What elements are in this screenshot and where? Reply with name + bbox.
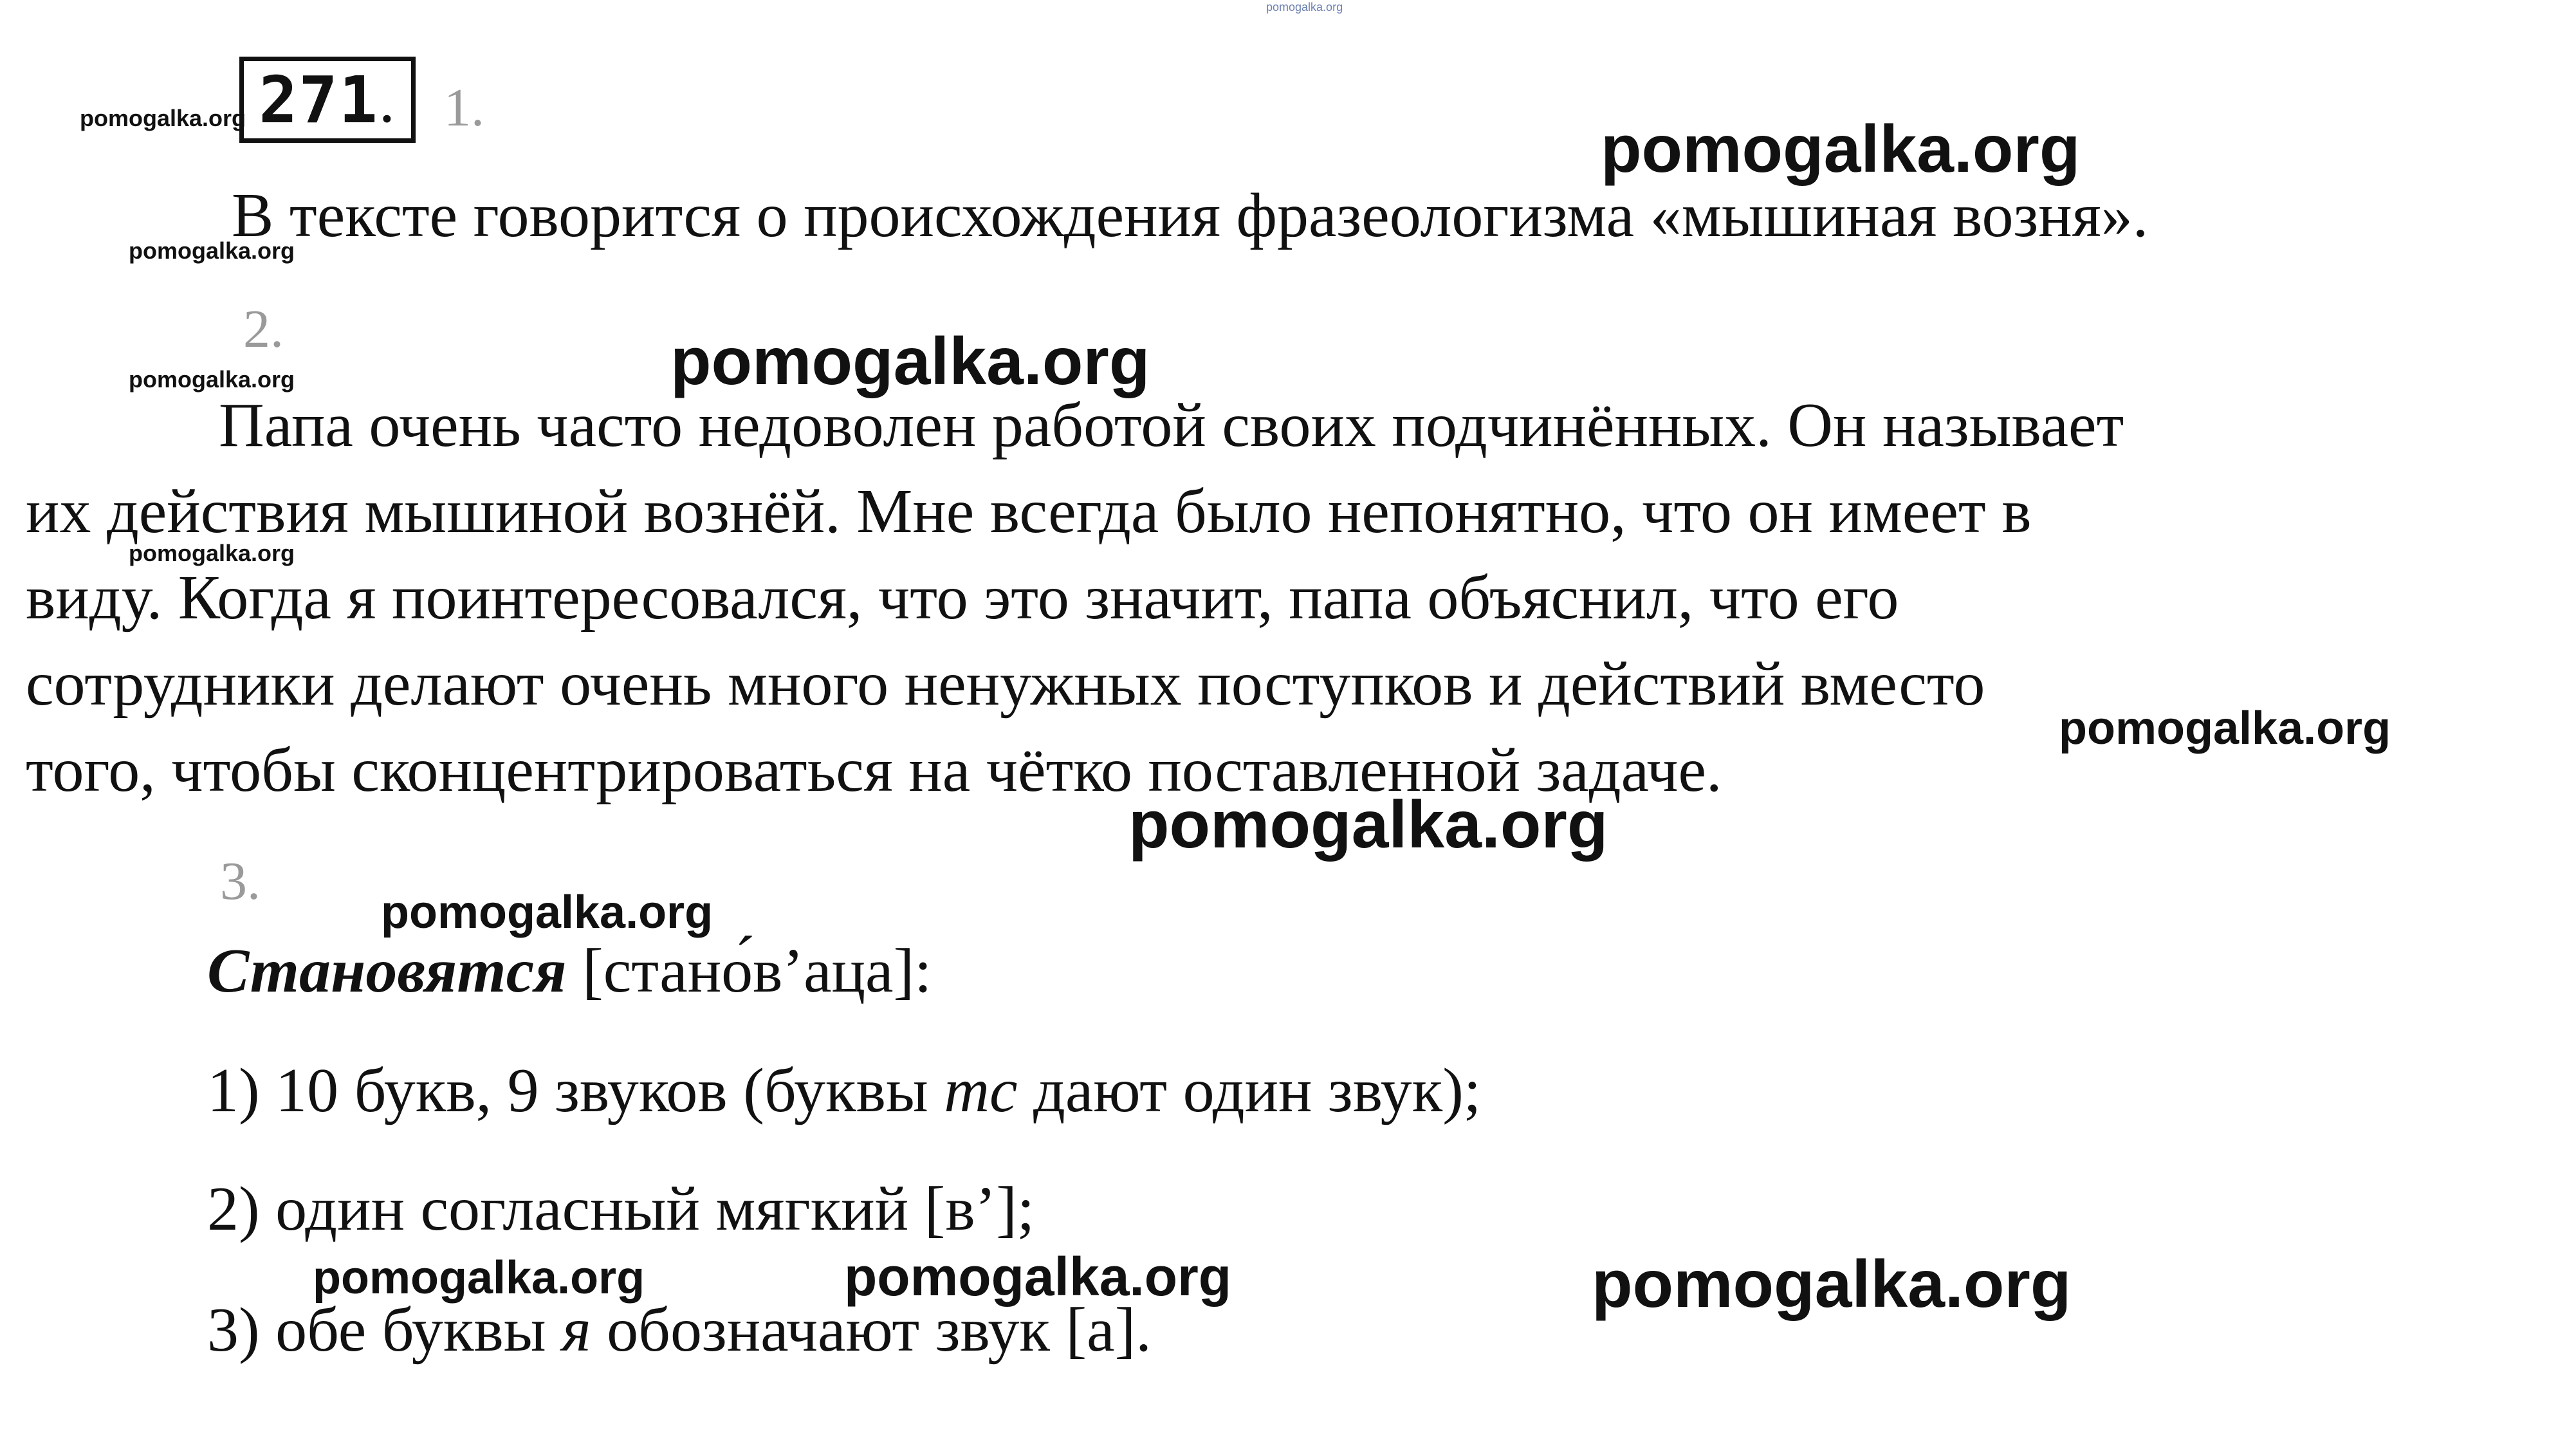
word-transcription: [стано́в’аца]: [566, 936, 932, 1006]
watermark-left-1: pomogalka.org [129, 237, 295, 264]
section-1-text: В тексте говорится о происхождения фразеологизма «мышиная возня». [232, 181, 2149, 250]
section-2-number: 2. [243, 299, 284, 359]
watermark-header-left: pomogalka.org [80, 105, 246, 131]
item-1-text-end: дают один звук); [1017, 1056, 1482, 1125]
section-3-item-2: 2) один согласный мягкий [в’]; [207, 1174, 1035, 1244]
section-2-line-5: того, чтобы сконцентрироваться на чётко поставленной задаче. [26, 735, 1722, 805]
item-3-text-end: обозначают звук [а]. [591, 1295, 1152, 1365]
section-2-line-3: виду. Когда я поинтересовался, что это значит, папа объяснил, что его [26, 563, 1899, 633]
watermark-bottom-center: pomogalka.org [844, 1246, 1232, 1307]
watermark-bottom-left: pomogalka.org [313, 1252, 645, 1304]
section-3-item-3 [207, 1295, 1152, 1365]
watermark-right-section-2: pomogalka.org [2059, 703, 2391, 754]
item-1-text-start: 1) 10 букв, 9 звуков (буквы [207, 1056, 944, 1125]
watermark-section-2: pomogalka.org [670, 324, 1150, 399]
section-3-word-line [207, 936, 932, 1006]
item-3-italic-letter: я [562, 1295, 591, 1365]
section-1-number: 1. [444, 78, 484, 138]
exercise-number-dot: . [378, 64, 396, 136]
section-2-line-1: Папа очень часто недоволен работой своих подчинённых. Он называет [219, 391, 2124, 460]
section-3-item-1 [207, 1056, 1482, 1125]
exercise-number: 271 [259, 62, 379, 138]
watermark-left-3: pomogalka.org [129, 540, 295, 566]
watermark-section-1: pomogalka.org [1601, 112, 2081, 187]
watermark-left-2: pomogalka.org [129, 366, 295, 393]
section-2-line-4: сотрудники делают очень много ненужных поступков и действий вместо [26, 649, 1985, 719]
section-3-number: 3. [220, 851, 261, 911]
item-3-text-start: 3) обе буквы [207, 1295, 562, 1365]
analyzed-word: Становятся [207, 936, 567, 1006]
watermark-bottom-right: pomogalka.org [1592, 1247, 2072, 1322]
watermark-center-section-2: pomogalka.org [1128, 788, 1608, 862]
watermark-section-3-top: pomogalka.org [381, 887, 713, 938]
item-1-italic-letters: тс [944, 1056, 1018, 1125]
exercise-number-box [239, 57, 416, 143]
watermark-top-tiny: pomogalka.org [1266, 1, 1343, 14]
section-2-line-2: их действия мышиной вознёй. Мне всегда было непонятно, что он имеет в [26, 477, 2032, 546]
